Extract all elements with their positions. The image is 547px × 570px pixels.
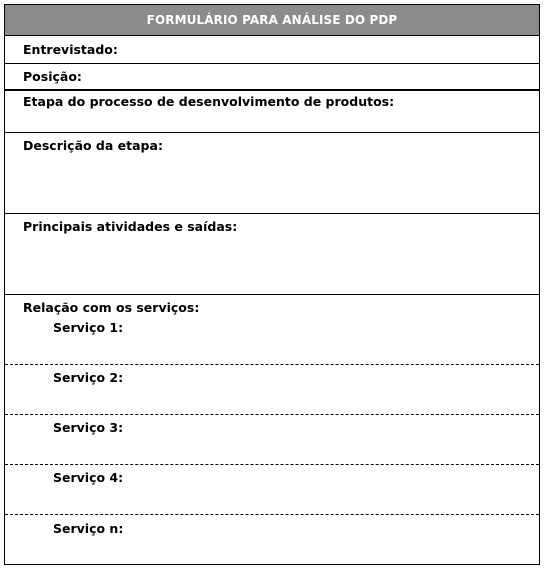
main-activities-field[interactable] [5, 214, 539, 294]
main-activities-label: Principais atividades e saídas: [23, 219, 238, 234]
service-3-field[interactable] [5, 415, 539, 464]
interviewee-label: Entrevistado: [23, 42, 118, 57]
service-2-field[interactable] [5, 365, 539, 414]
form-title: FORMULÁRIO PARA ANÁLISE DO PDP [5, 5, 539, 35]
service-n-field[interactable] [5, 515, 539, 564]
position-field[interactable] [5, 64, 539, 89]
service-4-label: Serviço 4: [53, 470, 124, 485]
services-relation-label: Relação com os serviços: [23, 300, 200, 315]
interviewee-field[interactable] [5, 36, 539, 63]
stage-field[interactable] [5, 91, 539, 132]
service-4-field[interactable] [5, 465, 539, 514]
stage-label: Etapa do processo de desenvolvimento de produtos: [23, 94, 395, 109]
divider [5, 294, 539, 295]
service-2-label: Serviço 2: [53, 370, 124, 385]
pdp-analysis-form [4, 4, 540, 565]
service-1-label: Serviço 1: [53, 320, 124, 335]
stage-description-label: Descrição da etapa: [23, 138, 163, 153]
service-3-label: Serviço 3: [53, 420, 124, 435]
position-label: Posição: [23, 69, 82, 84]
stage-description-field[interactable] [5, 133, 539, 213]
service-1-field[interactable] [5, 317, 539, 364]
service-n-label: Serviço n: [53, 521, 124, 536]
